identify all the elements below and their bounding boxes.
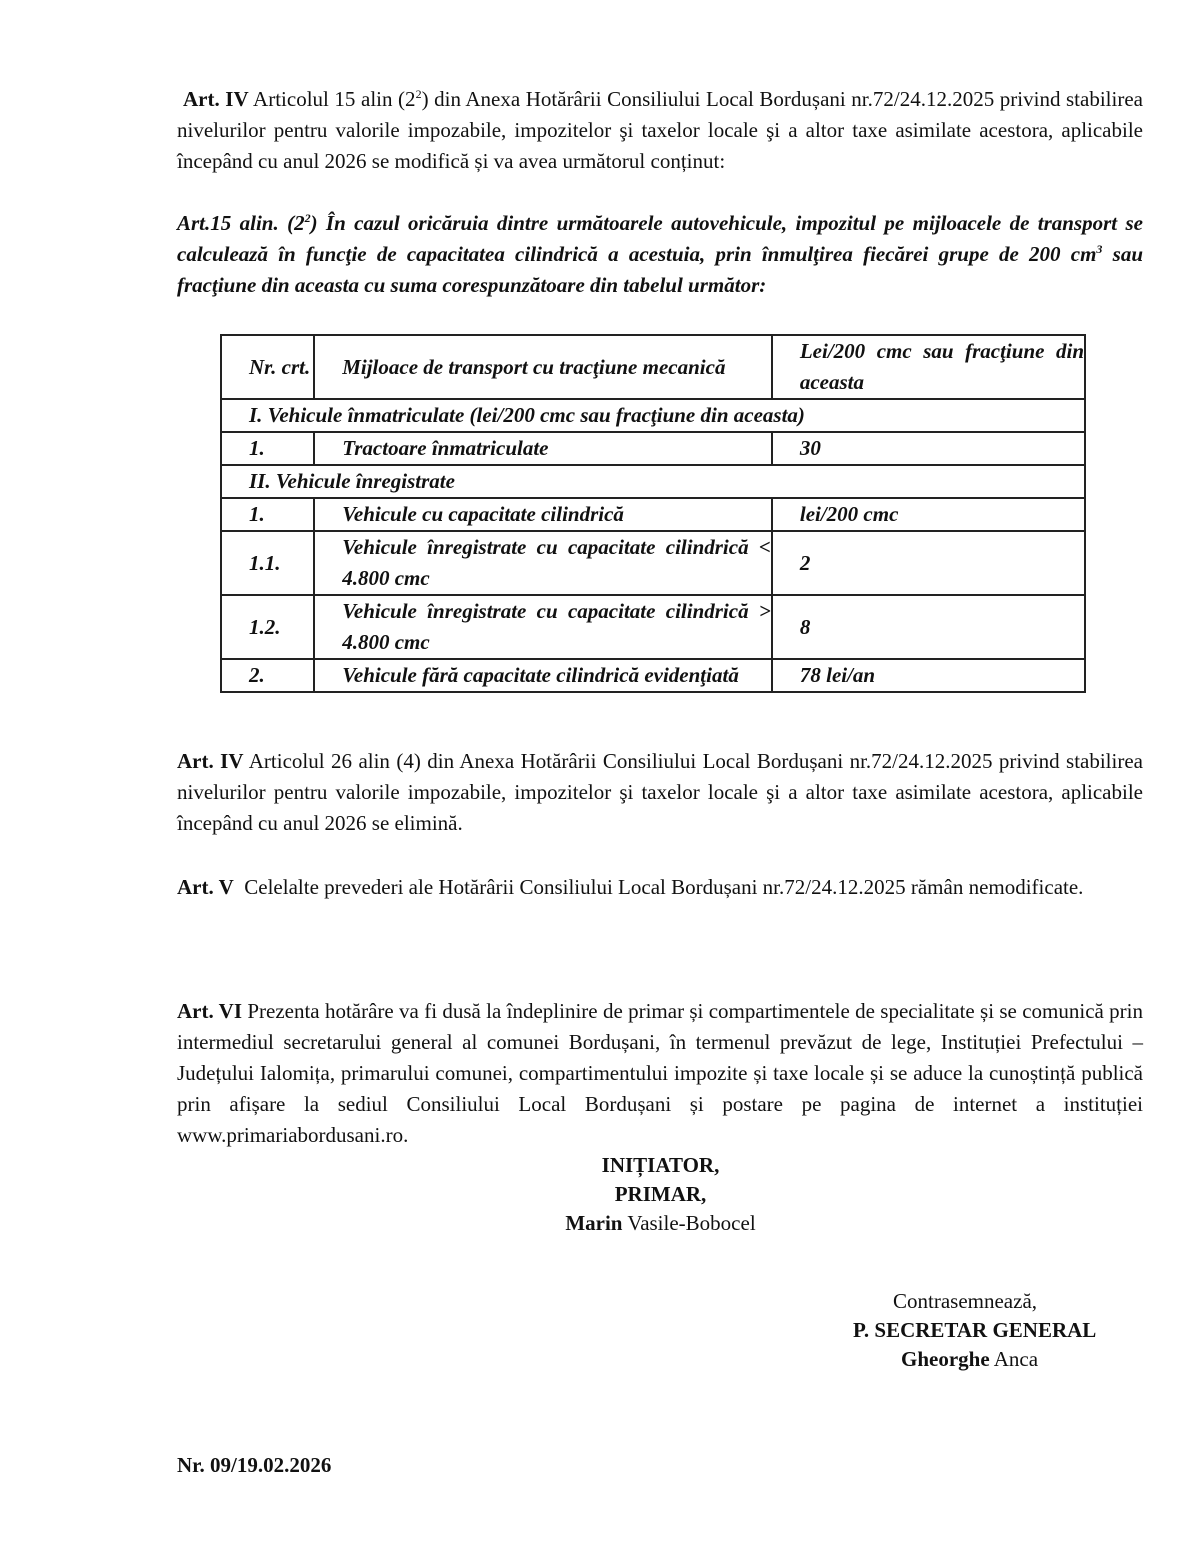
article-label: Art. IV	[177, 749, 244, 773]
row-desc: Vehicule cu capacitate cilindrică	[314, 498, 772, 531]
table-section-row	[221, 399, 1085, 432]
header-nr: Nr. crt.	[221, 335, 314, 399]
initiator-signature-block	[548, 1151, 773, 1238]
document-page	[177, 84, 1143, 1147]
article-label: Art. V	[177, 875, 234, 899]
table-row	[221, 432, 1085, 465]
row-nr: 1.1.	[221, 531, 314, 595]
initiator-title: INIȚIATOR,	[601, 1153, 720, 1177]
row-val: 30	[772, 432, 1085, 465]
header-val: Lei/200 cmc sau fracţiune din aceasta	[772, 335, 1085, 399]
article-label: Art. VI	[177, 999, 243, 1023]
table-row	[221, 531, 1085, 595]
countersign-block	[853, 1287, 1133, 1374]
initiator-name: Marin Vasile-Bobocel	[565, 1211, 756, 1235]
article-15-paragraph: Art.15 alin. $(2^2)$ În cazul oricăruia dintre următoarele autovehicule, impozitul pe mijloacele de transport se calculează în funcţie de capacitatea cilindrică a acestuia, prin înmulţirea fiecărei grupe de 200 $cm^3$ sau fracţiune din aceasta cu suma corespunzătoare din tabelul următor:	[177, 211, 1143, 297]
row-nr: 1.	[221, 498, 314, 531]
table-row	[221, 595, 1085, 659]
section-title: II. Vehicule înregistrate	[221, 465, 1085, 498]
row-nr: 2.	[221, 659, 314, 692]
article-label: Art. IV	[183, 87, 249, 111]
row-desc: Vehicule fără capacitate cilindrică evidenţiată	[314, 659, 772, 692]
row-desc: Vehicule înregistrate cu capacitate cilindrică > 4.800 cmc	[314, 595, 772, 659]
document-number: Nr. 09/19.02.2026	[177, 1453, 332, 1477]
article-iv-first: Art. IV Articolul 15 alin $(2^2)$ din Anexa Hotărârii Consiliului Local Bordușani nr.72/24.12.2025 privind stabilirea nivelurilor pentru valorile impozabile, impozitelor şi taxelor locale şi a altor taxe asimilate acestora, aplicabile începând cu anul 2026 se modifică și va avea următorul conținut:	[177, 87, 1143, 173]
countersign-role: P. SECRETAR GENERAL	[853, 1318, 1097, 1342]
row-nr: 1.	[221, 432, 314, 465]
section-title: I. Vehicule înmatriculate (lei/200 cmc sau fracţiune din aceasta)	[221, 399, 1085, 432]
row-desc: Vehicule înregistrate cu capacitate cilindrică < 4.800 cmc	[314, 531, 772, 595]
article-vi: Art. VI Prezenta hotărâre va fi dusă la îndeplinire de primar și compartimentele de specialitate și se comunică prin intermediul secretarului general al comunei Bordușani, în termenul prevăzut de lege, Instituției Prefectului – Județului Ialomița, primarului comunei, compartimentului impozite și taxe locale și se aduce la cunoștință publică prin afișare la sediul Consiliului Local Bordușani și postare pe pagina de internet a instituției www.primariabordusani.ro.	[177, 999, 1143, 1147]
table-row	[221, 498, 1085, 531]
countersign-label: Contrasemnează,	[893, 1289, 1038, 1313]
article-v: Art. V Celelalte prevederi ale Hotărârii Consiliului Local Bordușani nr.72/24.12.2025 rămân nemodificate.	[177, 875, 1084, 899]
row-val: lei/200 cmc	[772, 498, 1085, 531]
header-desc: Mijloace de transport cu tracţiune mecanică	[314, 335, 772, 399]
row-desc: Tractoare înmatriculate	[314, 432, 772, 465]
row-nr: 1.2.	[221, 595, 314, 659]
article-iv-second: Art. IV Articolul 26 alin (4) din Anexa Hotărârii Consiliului Local Bordușani nr.72/24.12.2025 privind stabilirea nivelurilor pentru valorile impozabile, impozitelor şi taxelor locale şi a altor taxe asimilate acestora, aplicabile începând cu anul 2026 se elimină.	[177, 749, 1143, 835]
table-header-row	[221, 335, 1085, 399]
initiator-role: PRIMAR,	[614, 1182, 707, 1206]
table-section-row	[221, 465, 1085, 498]
row-val: 8	[772, 595, 1085, 659]
table-row	[221, 659, 1085, 692]
row-val: 78 lei/an	[772, 659, 1085, 692]
countersign-name: Gheorghe Anca	[901, 1347, 1039, 1371]
vehicle-tax-table	[220, 334, 1086, 693]
row-val: 2	[772, 531, 1085, 595]
